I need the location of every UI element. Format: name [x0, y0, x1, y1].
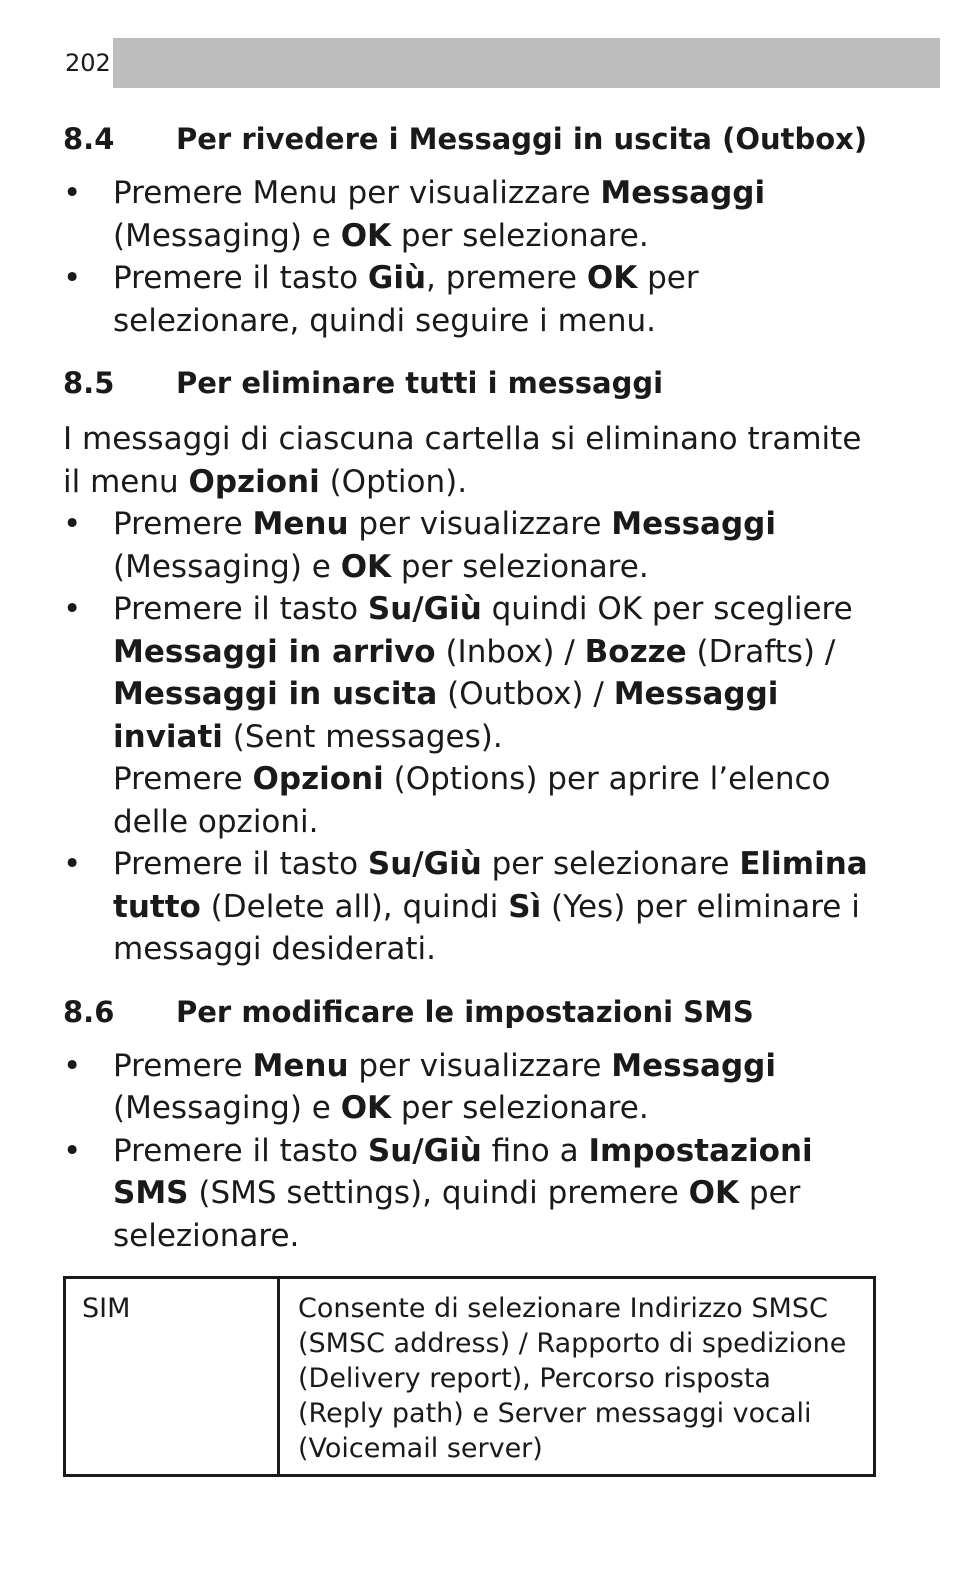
list-item-subparagraph: Premere Opzioni (Options) per aprire l’elenco delle opzioni.	[113, 761, 831, 840]
section-heading-8-4	[63, 118, 873, 160]
list-item: • Premere il tasto Giù, premere OK per selezionare, quindi seguire i menu.	[63, 257, 873, 342]
section-heading-8-6	[63, 991, 873, 1033]
section-number: 8.4	[63, 122, 115, 156]
settings-table	[63, 1276, 876, 1477]
list-item: • Premere Menu per visualizzare Messaggi (Messaging) e OK per selezionare.	[63, 503, 873, 588]
header-bar	[63, 38, 940, 88]
list-item: • Premere il tasto Su/Giù fino a Impostazioni SMS (SMS settings), quindi premere OK per selezionare.	[63, 1130, 873, 1258]
section-heading-8-5	[63, 362, 873, 404]
bullet-list-8-6	[63, 1045, 873, 1258]
list-item: • Premere il tasto Su/Giù quindi OK per scegliere Messaggi in arrivo (Inbox) / Bozze (Drafts) / Messaggi in uscita (Outbox) / Messaggi inviati (Sent messages). Premere Opzioni (Options) per aprire l’elenco delle opzioni.	[63, 588, 873, 843]
list-item: • Premere Menu per visualizzare Messaggi (Messaging) e OK per selezionare.	[63, 172, 873, 257]
bullet-list-8-4	[63, 172, 873, 342]
page-number: 202	[63, 38, 113, 88]
section-number: 8.5	[63, 366, 115, 400]
section-number: 8.6	[63, 994, 115, 1029]
list-item: • Premere il tasto Su/Giù per selezionare Elimina tutto (Delete all), quindi Sì (Yes) per eliminare i messaggi desiderati.	[63, 843, 873, 971]
section-title: Per rivedere i Messaggi in uscita (Outbox)	[176, 122, 868, 156]
section-title: Per modificare le impostazioni SMS	[176, 994, 754, 1029]
list-item: • Premere Menu per visualizzare Messaggi (Messaging) e OK per selezionare.	[63, 1045, 873, 1130]
table-cell-key: SIM	[66, 1279, 280, 1474]
table-cell-description: Consente di selezionare Indirizzo SMSC (SMSC address) / Rapporto di spedizione (Delivery report), Percorso risposta (Reply path) e Server messaggi vocali (Voicemail server)	[298, 1293, 847, 1464]
bullet-list-8-5	[63, 503, 873, 971]
page-content	[63, 118, 873, 1257]
section-title: Per eliminare tutti i messaggi	[176, 366, 664, 400]
section-intro: I messaggi di ciascuna cartella si eliminano tramite il menu Opzioni (Option).	[63, 421, 862, 500]
